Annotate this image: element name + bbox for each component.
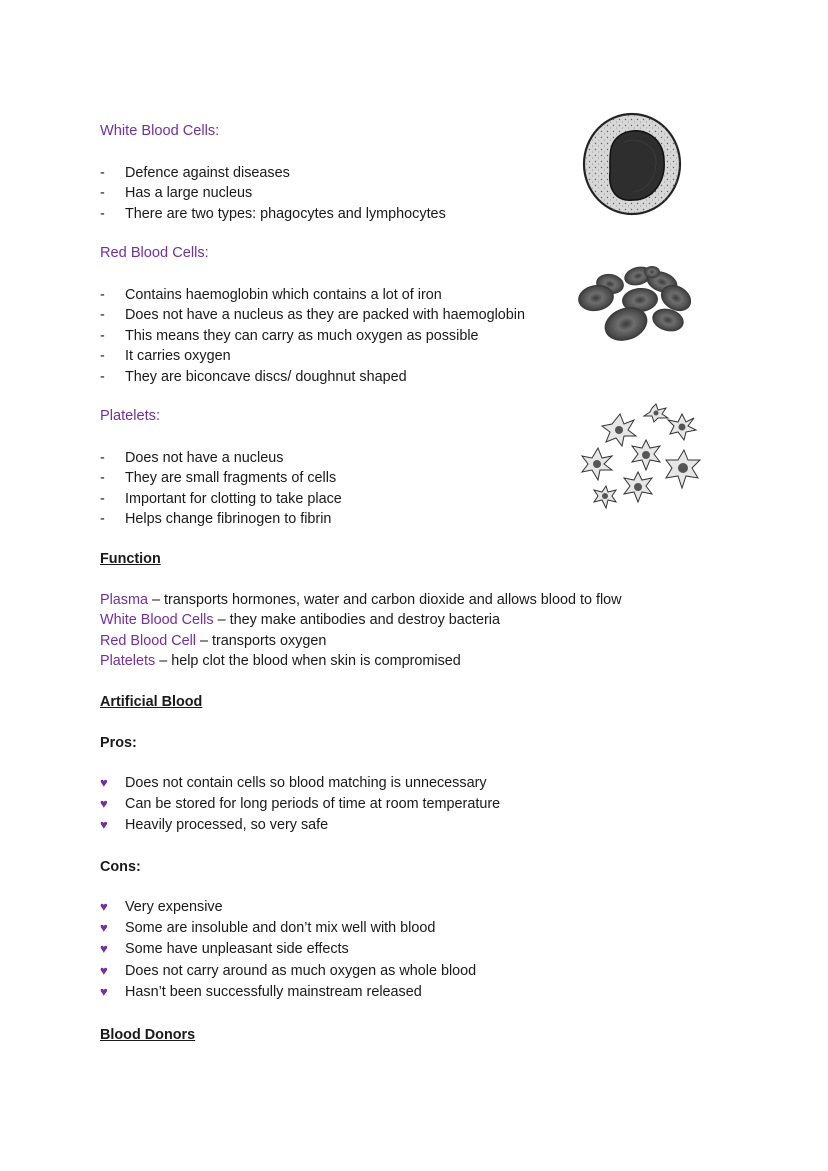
function-row	[100, 610, 622, 631]
list-item: ♥ Very expensive	[100, 897, 500, 918]
blood-donors-section	[100, 1025, 195, 1046]
artificial-blood-heading: Artificial Blood	[100, 694, 203, 710]
list-item: - Contains haemoglobin which contains a lot of iron	[100, 285, 525, 306]
list-item: ♥ Can be stored for long periods of time at room temperature	[100, 794, 500, 815]
blood-donors-heading: Blood Donors	[100, 1027, 196, 1043]
list-item: ♥ Some have unpleasant side effects	[100, 939, 500, 960]
list-item: ♥ Hasn’t been successfully mainstream released	[100, 982, 500, 1003]
function-term: Plasma	[100, 591, 148, 608]
list-item: ♥ Does not carry around as much oxygen as whole blood	[100, 961, 500, 982]
function-section	[100, 549, 622, 672]
list-item: - Defence against diseases	[100, 163, 446, 184]
platelets-heading: Platelets:	[100, 408, 161, 424]
function-row	[100, 590, 622, 611]
function-row	[100, 651, 622, 672]
platelets-illustration	[578, 400, 706, 516]
rbc-list	[100, 285, 525, 388]
list-item: - They are biconcave discs/ doughnut shaped	[100, 367, 525, 388]
function-term: Platelets	[100, 653, 156, 669]
artificial-blood-section	[100, 692, 500, 1003]
wbc-section	[100, 121, 446, 224]
list-item: ♥ Does not contain cells so blood matching is unnecessary	[100, 773, 500, 794]
list-item: - Does not have a nucleus as they are packed with haemoglobin	[100, 305, 525, 326]
white-blood-cell-illustration	[582, 112, 684, 216]
red-blood-cells-illustration	[576, 262, 698, 350]
list-item: ♥ Some are insoluble and don’t mix well with blood	[100, 918, 500, 939]
pros-heading: Pros:	[100, 734, 137, 751]
cons-heading: Cons:	[100, 858, 141, 875]
platelets-section	[100, 406, 342, 530]
function-heading: Function	[100, 551, 161, 567]
list-item: - This means they can carry as much oxygen as possible	[100, 326, 525, 347]
platelets-list	[100, 448, 342, 530]
function-row	[100, 631, 622, 652]
list-item: ♥ Heavily processed, so very safe	[100, 815, 500, 836]
function-term: Red Blood Cell	[100, 632, 196, 649]
wbc-heading: White Blood Cells:	[100, 123, 220, 139]
cons-list	[100, 897, 500, 1003]
rbc-heading: Red Blood Cells:	[100, 245, 209, 261]
list-item: - Important for clotting to take place	[100, 489, 342, 510]
function-desc: – they make antibodies and destroy bacteria	[213, 612, 500, 628]
list-item: - There are two types: phagocytes and lymphocytes	[100, 204, 446, 225]
function-desc: – transports hormones, water and carbon dioxide and allows blood to flow	[148, 591, 622, 608]
list-item: - Does not have a nucleus	[100, 448, 342, 469]
function-list	[100, 590, 622, 672]
list-item: - They are small fragments of cells	[100, 468, 342, 489]
function-desc: – transports oxygen	[196, 632, 327, 649]
list-item: - It carries oxygen	[100, 346, 525, 367]
function-term: White Blood Cells	[100, 612, 214, 628]
function-desc: – help clot the blood when skin is compromised	[155, 653, 461, 669]
wbc-list	[100, 163, 446, 225]
list-item: - Has a large nucleus	[100, 183, 446, 204]
pros-list	[100, 773, 500, 837]
rbc-section	[100, 243, 525, 387]
list-item: - Helps change fibrinogen to fibrin	[100, 509, 342, 530]
